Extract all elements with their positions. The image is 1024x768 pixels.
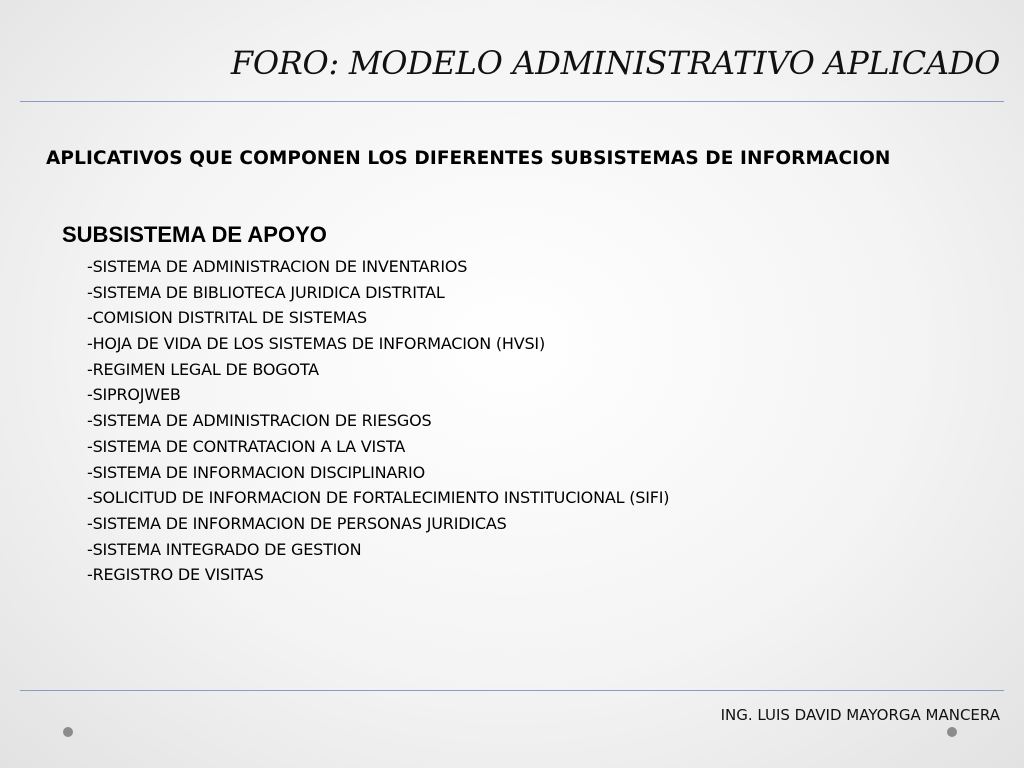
list-item: -SIPROJWEB [87,385,181,405]
list-item: -SISTEMA DE INFORMACION DISCIPLINARIO [87,462,425,482]
list-item: -HOJA DE VIDA DE LOS SISTEMAS DE INFORMACION (HVSI) [87,334,545,354]
list-item: -REGIMEN LEGAL DE BOGOTA [87,359,319,379]
slide-title: FORO: MODELO ADMINISTRATIVO APLICADO [230,44,1000,82]
top-divider [20,101,1004,102]
footer-author: ING. LUIS DAVID MAYORGA MANCERA [720,706,1000,724]
list-item: -SISTEMA DE CONTRATACION A LA VISTA [87,436,406,456]
list-item: -SISTEMA DE ADMINISTRACION DE INVENTARIOS [87,257,468,276]
list-item: -SISTEMA DE INFORMACION DE PERSONAS JURIDICAS [87,513,507,533]
list-item: -SISTEMA DE BIBLIOTECA JURIDICA DISTRITAL [87,282,445,302]
slide-subtitle: APLICATIVOS QUE COMPONEN LOS DIFERENTES SUBSISTEMAS DE INFORMACION [46,148,891,169]
bottom-divider [20,690,1004,691]
list-item: -COMISION DISTRITAL DE SISTEMAS [87,308,368,328]
list-item: -REGISTRO DE VISITAS [87,565,264,585]
decorative-dot-icon [947,727,957,737]
list-item: -SISTEMA INTEGRADO DE GESTION [87,539,362,559]
list-item: -SOLICITUD DE INFORMACION DE FORTALECIMIENTO INSTITUCIONAL (SIFI) [87,488,670,508]
list-item: -SISTEMA DE ADMINISTRACION DE RIESGOS [87,411,432,431]
section-heading: SUBSISTEMA DE APOYO [62,222,327,247]
decorative-dot-icon [63,727,73,737]
application-list [87,254,669,588]
